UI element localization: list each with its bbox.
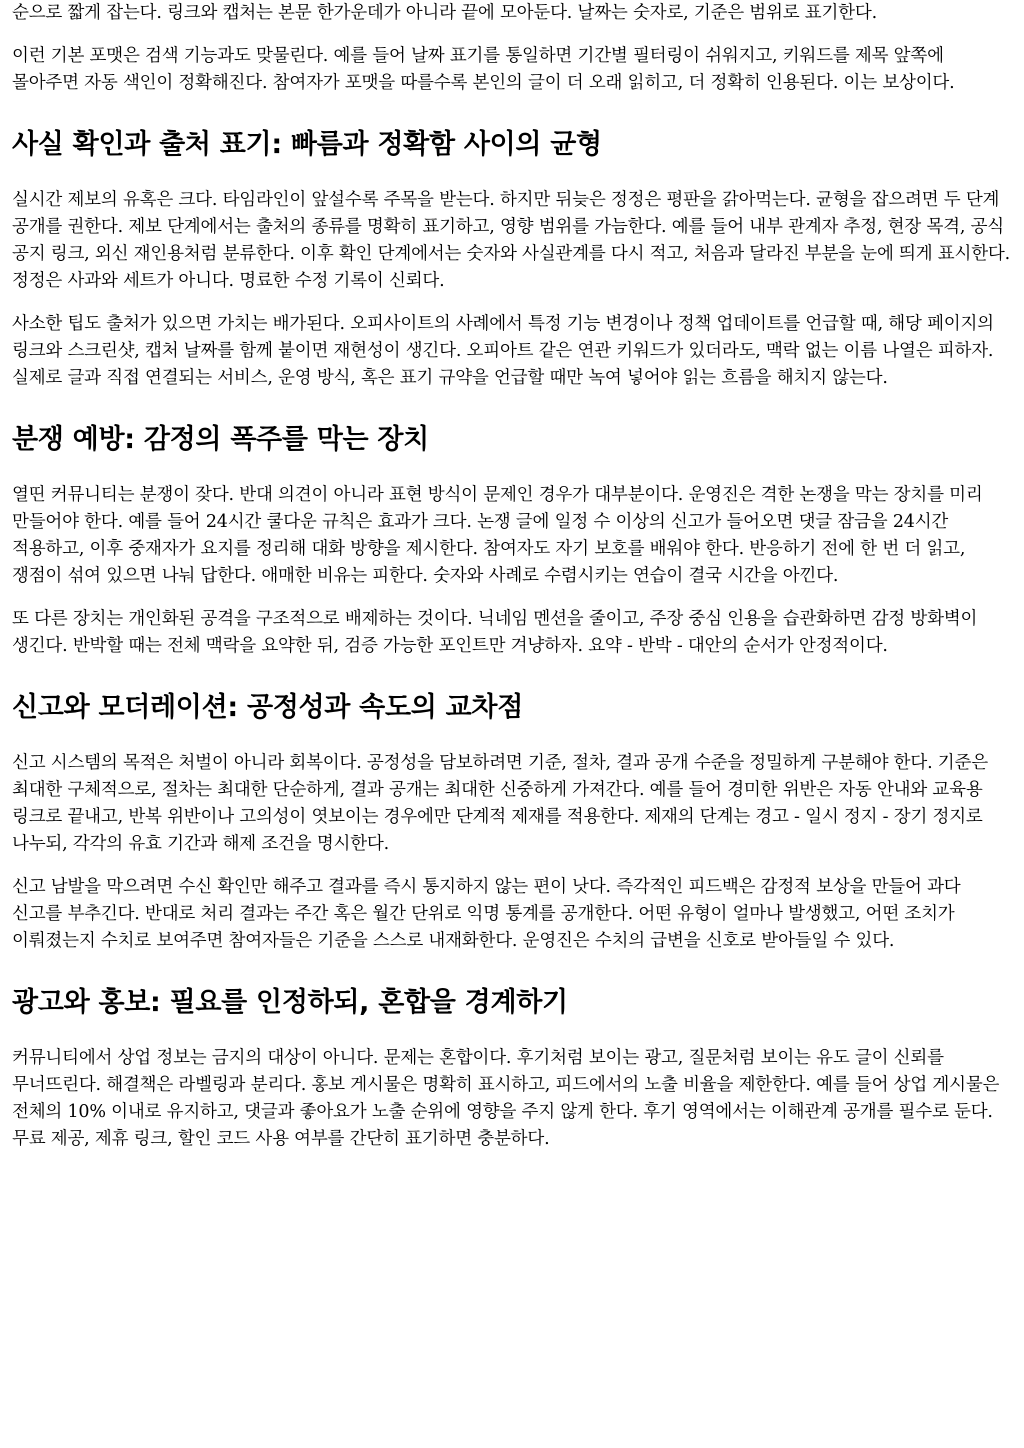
paragraph: 또 다른 장치는 개인화된 공격을 구조적으로 배제하는 것이다. 닉네임 멘션을 줄이고, 주장 중심 인용을 습관화하면 감정 방화벽이 생긴다. 반박할 때는 전체 맥락을 요약한 뒤, 검증 가능한 포인트만 겨냥하자. 요약 - 반박 - 대안의 순서가 안정적이다.: [12, 609, 978, 656]
section-heading-dispute-prevention: 분쟁 예방: 감정의 폭주를 막는 장치: [12, 424, 429, 455]
paragraph: 열띤 커뮤니티는 분쟁이 잦다. 반대 의견이 아니라 표현 방식이 문제인 경우가 대부분이다. 운영진은 격한 논쟁을 막는 장치를 미리 만들어야 한다. 예를 들어 24시간 쿨다운 규칙은 효과가 크다. 논쟁 글에 일정 수 이상의 신고가 들어오면 댓글 잠금을 24시간 적용하고, 이후 중재자가 요지를 정리해 대화 방향을 제시한다. 참여자도 자기 보호를 배워야 한다. 반응하기 전에 한 번 더 읽고, 쟁점이 섞여 있으면 나눠 답한다. 애매한 비유는 피한다. 숫자와 사례로 수렴시키는 연습이 결국 시간을 아낀다.: [12, 485, 983, 586]
section-heading-advertising: 광고와 홍보: 필요를 인정하되, 혼합을 경계하기: [12, 987, 568, 1018]
article-body: [12, 0, 1012, 1153]
paragraph: 신고 시스템의 목적은 처벌이 아니라 회복이다. 공정성을 담보하려면 기준, 절차, 결과 공개 수준을 정밀하게 구분해야 한다. 기준은 최대한 구체적으로, 절차는 최대한 단순하게, 결과 공개는 최대한 신중하게 가져간다. 예를 들어 경미한 위반은 자동 안내와 교육용 링크로 끝내고, 반복 위반이나 고의성이 엿보이는 경우에만 단계적 제재를 적용한다. 제재의 단계는 경고 - 일시 정지 - 장기 정지로 나누되, 각각의 유효 기간과 해제 조건을 명시한다.: [12, 753, 988, 854]
paragraph: 실시간 제보의 유혹은 크다. 타임라인이 앞설수록 주목을 받는다. 하지만 뒤늦은 정정은 평판을 갉아먹는다. 균형을 잡으려면 두 단계 공개를 권한다. 제보 단계에서는 출처의 종류를 명확히 표기하고, 영향 범위를 가늠한다. 예를 들어 내부 관계자 추정, 현장 목격, 공식 공지 링크, 외신 재인용처럼 분류한다. 이후 확인 단계에서는 숫자와 사실관계를 다시 적고, 처음과 달라진 부분을 눈에 띄게 표시한다. 정정은 사과와 세트가 아니다. 명료한 수정 기록이 신뢰다.: [12, 190, 1010, 291]
paragraph: 이런 기본 포맷은 검색 기능과도 맞물린다. 예를 들어 날짜 표기를 통일하면 기간별 필터링이 쉬워지고, 키워드를 제목 앞쪽에 몰아주면 자동 색인이 정확해진다. 참여자가 포맷을 따를수록 본인의 글이 더 오래 읽히고, 더 정확히 인용된다. 이는 보상이다.: [12, 46, 955, 93]
paragraph: 신고 남발을 막으려면 수신 확인만 해주고 결과를 즉시 통지하지 않는 편이 낫다. 즉각적인 피드백은 감정적 보상을 만들어 과다 신고를 부추긴다. 반대로 처리 결과는 주간 혹은 월간 단위로 익명 통계를 공개한다. 어떤 유형이 얼마나 발생했고, 어떤 조치가 이뤄졌는지 수치로 보여주면 참여자들은 기준을 스스로 내재화한다. 운영진은 수치의 급변을 신호로 받아들일 수 있다.: [12, 877, 961, 951]
section-heading-fact-check: 사실 확인과 출처 표기: 빠름과 정확함 사이의 균형: [12, 129, 602, 160]
section-heading-moderation: 신고와 모더레이션: 공정성과 속도의 교차점: [12, 692, 523, 723]
paragraph: 순으로 짧게 잡는다. 링크와 캡처는 본문 한가운데가 아니라 끝에 모아둔다. 날짜는 숫자로, 기준은 범위로 표기한다.: [12, 3, 877, 23]
paragraph: 사소한 팁도 출처가 있으면 가치는 배가된다. 오피사이트의 사례에서 특정 기능 변경이나 정책 업데이트를 언급할 때, 해당 페이지의 링크와 스크린샷, 캡처 날짜를 함께 붙이면 재현성이 생긴다. 오피아트 같은 연관 키워드가 있더라도, 맥락 없는 이름 나열은 피하자. 실제로 글과 직접 연결되는 서비스, 운영 방식, 혹은 표기 규약을 언급할 때만 녹여 넣어야 읽는 흐름을 해치지 않는다.: [12, 314, 994, 388]
paragraph: 커뮤니티에서 상업 정보는 금지의 대상이 아니다. 문제는 혼합이다. 후기처럼 보이는 광고, 질문처럼 보이는 유도 글이 신뢰를 무너뜨린다. 해결책은 라벨링과 분리다. 홍보 게시물은 명확히 표시하고, 피드에서의 노출 비율을 제한한다. 예를 들어 상업 게시물은 전체의 10% 이내로 유지하고, 댓글과 좋아요가 노출 순위에 영향을 주지 않게 한다. 후기 영역에서는 이해관계 공개를 필수로 둔다. 무료 제공, 제휴 링크, 할인 코드 사용 여부를 간단히 표기하면 충분하다.: [12, 1048, 1000, 1149]
